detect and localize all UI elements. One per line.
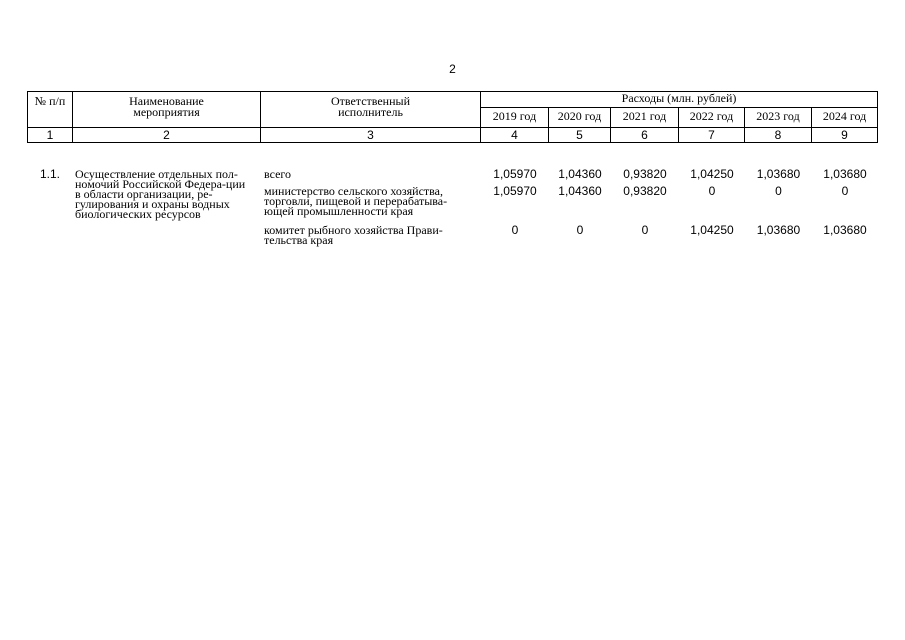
value-cell: 0	[841, 184, 849, 198]
value-cell: 1,03680	[823, 167, 867, 181]
column-number: 2	[73, 128, 261, 143]
value-cell: 0,93820	[623, 167, 667, 181]
measure-name: Осуществление отдельных пол-номочий Российской Федера-ции в области организации, ре-гулирования и охраны водных биологических ресурсов	[75, 167, 246, 221]
value-cell: 1,04250	[690, 223, 734, 237]
header-number: № п/п	[28, 92, 73, 128]
year-header: 2024 год	[812, 108, 878, 128]
value-cell: 1,04360	[558, 184, 602, 198]
year-header: 2022 год	[679, 108, 745, 128]
header-expenses: Расходы (млн. рублей)	[481, 92, 878, 108]
row-number: 1.1.	[40, 167, 61, 181]
value-cell: 1,05970	[493, 167, 537, 181]
value-cell: 0	[775, 184, 782, 198]
column-number: 5	[549, 128, 611, 143]
value-cell: 1,03680	[756, 223, 801, 237]
column-number: 8	[745, 128, 812, 143]
value-cell: 0	[576, 223, 584, 237]
year-header: 2019 год	[481, 108, 549, 128]
column-number: 7	[679, 128, 745, 143]
year-header: 2020 год	[549, 108, 611, 128]
value-cell: 0,93820	[623, 184, 667, 198]
column-number: 1	[28, 128, 73, 143]
value-cell: 1,04250	[690, 167, 734, 181]
column-number: 6	[611, 128, 679, 143]
header-executor: Ответственный исполнитель	[261, 92, 481, 128]
value-cell: 1,03680	[756, 167, 801, 181]
executor-committee: комитет рыбного хозяйства Прави-тельства края	[264, 223, 443, 247]
value-cell: 0	[708, 184, 716, 198]
column-number: 4	[481, 128, 549, 143]
header-name: Наименование мероприятия	[73, 92, 261, 128]
value-cell: 1,04360	[558, 167, 602, 181]
year-header: 2023 год	[745, 108, 812, 128]
header-table	[27, 91, 878, 143]
year-header: 2021 год	[611, 108, 679, 128]
executor-total: всего	[264, 167, 292, 181]
value-cell: 0	[641, 223, 649, 237]
page-number: 2	[449, 62, 456, 76]
column-number: 9	[812, 128, 878, 143]
value-cell: 0	[511, 223, 519, 237]
column-number: 3	[261, 128, 481, 143]
executor-ministry: министерство сельского хозяйства, торговли, пищевой и перерабатыва-ющей промышленности края	[264, 184, 448, 218]
value-cell: 1,05970	[493, 184, 537, 198]
value-cell: 1,03680	[823, 223, 867, 237]
